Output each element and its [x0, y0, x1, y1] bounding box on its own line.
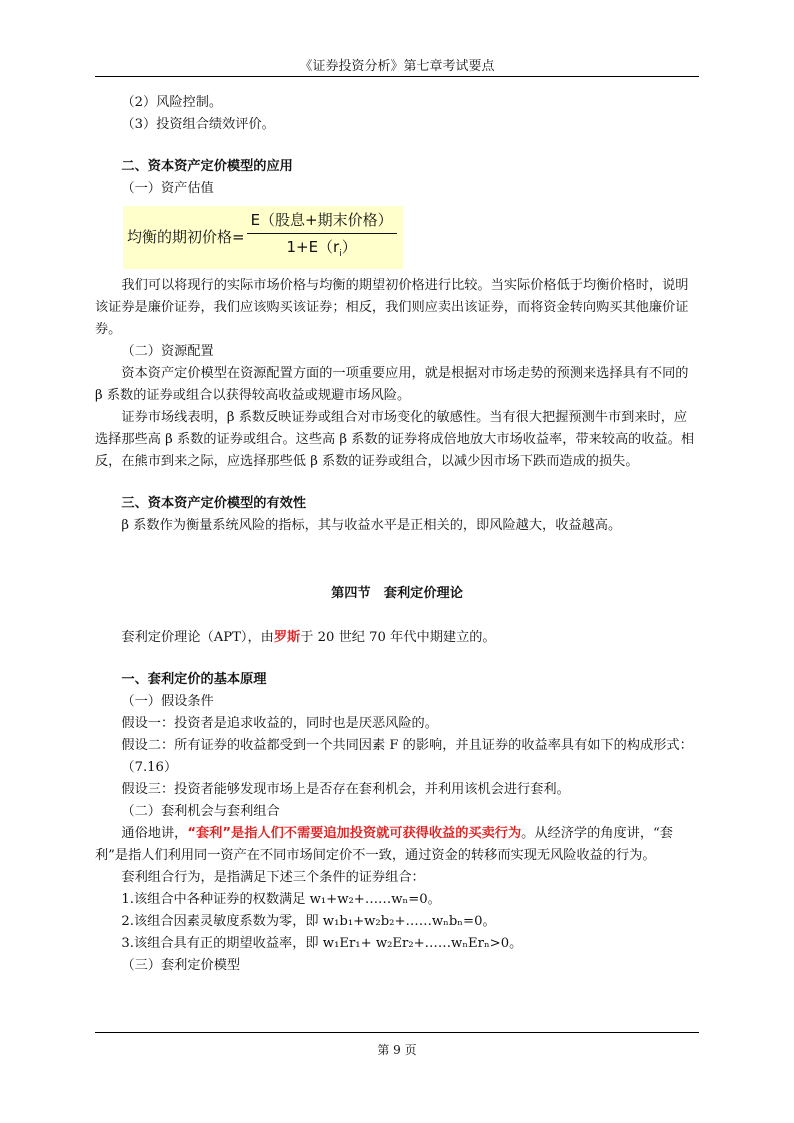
subsection-heading: （二）套利机会与套利组合: [121, 804, 280, 819]
section-heading: 三、资本资产定价模型的有效性: [121, 496, 307, 511]
condition-item: [95, 911, 699, 933]
condition-text: 3.该组合具有正的期望收益率，即: [121, 936, 323, 951]
list-item: （3）投资组合绩效评价。: [121, 117, 275, 132]
paragraph: [95, 627, 699, 649]
text-run: 。从经济学的角度讲，“套利”是指人们利用同一资产在不同市场间定价不一致，通过资金的转移而实现无风险收益的行为。: [95, 826, 673, 863]
denominator-prefix: 1+E（r: [286, 238, 340, 256]
formula-numerator: E（股息+期末价格）: [247, 209, 397, 234]
assumption-item: 假设三：投资者能够发现市场上是否存在套利机会，并利用该机会进行套利。: [121, 782, 570, 797]
condition-formula: w₁Er₁+ w₂Er₂+……wₙErₙ>0。: [322, 936, 523, 951]
formula-left: 均衡的期初价格=: [127, 228, 245, 246]
paragraph: [95, 823, 699, 867]
condition-formula: w₁b₁+w₂b₂+……wₙbₙ=0。: [322, 914, 496, 929]
text-run: 套利定价理论（APT），由: [121, 630, 274, 645]
equilibrium-price-formula: [123, 206, 403, 269]
subsection-heading: （一）假设条件: [121, 694, 214, 709]
denominator-suffix: ）: [341, 238, 357, 256]
section-heading: 一、套利定价的基本原理: [121, 672, 267, 687]
paragraph: β 系数作为衡量系统风险的指标，其与收益水平是正相关的，即风险越大，收益越高。: [121, 518, 622, 533]
subsection-heading: （一）资产估值: [121, 181, 214, 196]
footer-divider: [95, 1032, 699, 1033]
formula-fraction: [247, 209, 397, 265]
subsection-heading: （三）套利定价模型: [121, 958, 241, 973]
paragraph: 证券市场线表明，β 系数反映证券或组合对市场变化的敏感性。当有很大把握预测牛市到来时，应选择那些高 β 系数的证券或组合。这些高 β 系数的证券将成倍地放大市场收益率，带来较高的收益。相反，在熊市到来之际，应选择那些低 β 系数的证券或组合，以减少因市场下跌而造成的损失。: [95, 410, 695, 469]
formula-denominator: [286, 234, 356, 265]
condition-text: 1.该组合中各种证券的权数满足: [121, 892, 310, 907]
text-run: 于 20 世纪 70 年代中期建立的。: [300, 630, 496, 645]
paragraph: 我们可以将现行的实际市场价格与均衡的期望初价格进行比较。当实际价格低于均衡价格时，说明该证券是廉价证券，我们应该购买该证券；相反，我们则应卖出该证券，而将资金转向购买其他廉价证券。: [95, 278, 689, 337]
list-item: （2）风险控制。: [121, 95, 223, 110]
condition-item: [95, 933, 699, 955]
header-divider: [95, 76, 699, 77]
section-heading: 二、资本资产定价模型的应用: [121, 159, 293, 174]
subsection-heading: （二）资源配置: [121, 344, 214, 359]
text-run: 通俗地讲，: [121, 826, 188, 841]
highlight-name: 罗斯: [273, 630, 301, 645]
assumption-item: 假设一：投资者是追求收益的，同时也是厌恶风险的。: [121, 716, 438, 731]
paragraph: 资本资产定价模型在资源配置方面的一项重要应用，就是根据对市场走势的预测来选择具有不同的 β 系数的证券或组合以获得较高收益或规避市场风险。: [95, 366, 689, 403]
chapter-section-title: 第四节 套利定价理论: [331, 586, 463, 601]
paragraph: 套利组合行为，是指满足下述三个条件的证券组合：: [121, 870, 425, 885]
page-header: 《证券投资分析》第七章考试要点: [299, 59, 495, 74]
page-number: 第 9 页: [377, 1043, 417, 1057]
condition-item: [95, 889, 699, 911]
document-body: [95, 92, 699, 977]
equation-reference: （7.16）: [121, 760, 178, 775]
denominator-subscript: i: [339, 249, 342, 259]
assumption-item: 假设二：所有证券的收益都受到一个共同因素 F 的影响，并且证券的收益率具有如下的构成形式：: [121, 738, 693, 753]
condition-text: 2.该组合因素灵敏度系数为零，即: [121, 914, 323, 929]
highlight-definition: “套利”是指人们不需要追加投资就可获得收益的买卖行为: [187, 826, 522, 841]
condition-formula: w₁+w₂+……wₙ=0。: [309, 892, 441, 907]
